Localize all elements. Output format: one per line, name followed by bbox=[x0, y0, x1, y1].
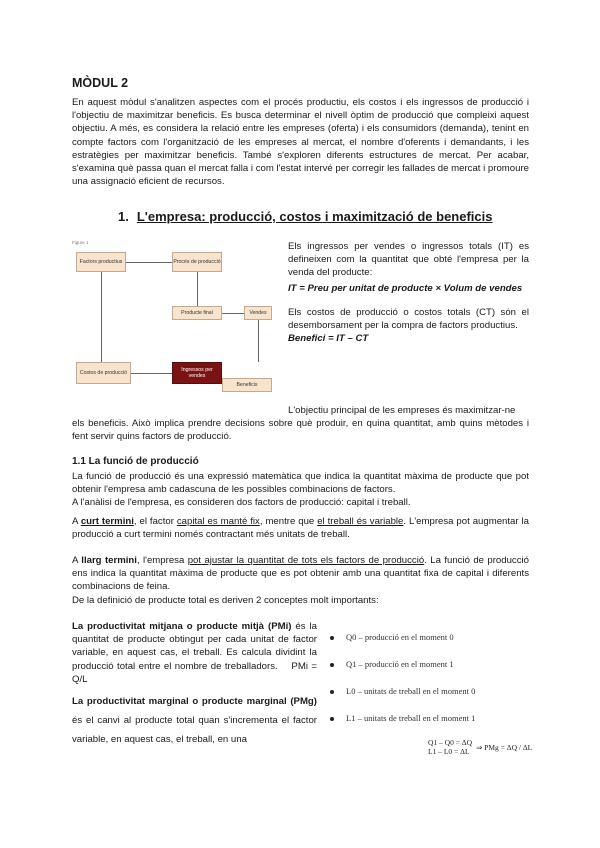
capital-fixed: capital es manté fix bbox=[176, 515, 260, 527]
box-beneficis: Beneficis bbox=[222, 378, 272, 392]
marginal-formula bbox=[428, 738, 538, 756]
income-formula bbox=[288, 282, 529, 295]
box-costos: Costos de producció bbox=[76, 362, 131, 384]
production-function-definition: La funció de producció és una expressió matemàtica que indica la quantitat màxima de producte que pot obtenir l'empresa amb cadascuna de les possibles combinacions de factors. bbox=[72, 471, 529, 496]
short-c: , mentre que bbox=[259, 515, 318, 527]
bullet-icon bbox=[330, 636, 334, 640]
average-productivity bbox=[72, 620, 317, 686]
income-definition: Els ingressos per vendes o ingressos totals (IT) es defineixen com la quantitat que obté l'empresa per la venda del producte: bbox=[288, 241, 529, 279]
long-term-paragraph bbox=[72, 554, 529, 594]
long-c: . La funció de producció ens indica la quantitat màxima de producte que es pot obtenir amb una quantitat fixa de capital i diferents combinacions de feina. bbox=[72, 555, 529, 593]
module-title: MÒDUL 2 bbox=[72, 76, 129, 90]
bullet-icon bbox=[330, 663, 334, 667]
section-1-number: 1. bbox=[118, 209, 129, 224]
long-b: , l'empresa bbox=[136, 555, 188, 567]
definition-q1: Q1 – producció en el moment 1 bbox=[346, 659, 454, 669]
production-function-block bbox=[72, 470, 529, 607]
cost-definition: Els costos de producció o costos totals (CT) són el desemborsament per la compra de factors productius. bbox=[288, 306, 529, 332]
arrow-proces-producte bbox=[197, 272, 198, 306]
average-productivity-text: és la quantitat de producte obtingut per cada unitat de factor variable, en aquest cas, el treball. Es calcula dividint la producció total entre el nombre de treballadors. bbox=[72, 621, 317, 672]
bullet-icon bbox=[330, 717, 334, 721]
arrow-vendes-ingressos bbox=[258, 320, 259, 362]
arrow-factors-proces bbox=[126, 262, 172, 263]
short-b: , el factor bbox=[133, 515, 177, 527]
marginal-productivity-text: és el canvi al producte total quan s'incrementa el factor variable, en aquest cas, el treball, en una bbox=[72, 715, 317, 746]
definition-l1: L1 – unitats de treball en el moment 1 bbox=[346, 713, 476, 723]
pmg-result: ⇒ PMg = ΔQ / ΔL bbox=[476, 742, 533, 752]
arrow-costos-ingressos bbox=[131, 373, 172, 374]
short-d: . L'empresa pot augmentar la producció a curt termini només contractant més unitats de treball. bbox=[72, 515, 529, 540]
section-1-heading bbox=[118, 209, 492, 224]
arrow-producte-vendes bbox=[222, 313, 244, 314]
average-productivity-formula: PMi = Q/L bbox=[72, 660, 317, 685]
long-a: A bbox=[72, 555, 82, 567]
definition-item bbox=[330, 659, 530, 686]
definition-l0: L0 – unitats de treball en el moment 0 bbox=[346, 686, 476, 696]
definition-q0: Q0 – producció en el moment 0 bbox=[346, 632, 454, 642]
profit-formula bbox=[288, 332, 529, 345]
delta-q-formula: Q1 – Q0 = ΔQ bbox=[428, 738, 473, 747]
variable-definitions bbox=[330, 632, 530, 740]
profit-formula-text: Benefici = IT – CT bbox=[288, 333, 369, 345]
short-a: A bbox=[72, 515, 81, 527]
right-column bbox=[288, 240, 529, 345]
production-factors: A l'anàlisi de l'empresa, es consideren dos factors de producció: capital i treball. bbox=[72, 497, 411, 509]
adjust-all-factors: pot ajustar la quantitat de tots els factors de producció bbox=[187, 555, 425, 567]
box-producte: Producte final bbox=[172, 306, 222, 320]
productivity-block bbox=[72, 620, 317, 749]
average-productivity-title: La productivitat mitjana o producte mitjà (PMi) bbox=[72, 621, 292, 632]
derived-concepts: De la definició de producte total es deriven 2 conceptes molt importants: bbox=[72, 594, 379, 606]
objective-line-1: L'objectiu principal de les empreses és maximitzar-ne bbox=[288, 405, 516, 416]
box-factors: Factors productius bbox=[76, 252, 126, 272]
production-diagram bbox=[72, 240, 282, 395]
marginal-productivity bbox=[72, 692, 317, 749]
delta-l-formula: L1 – L0 = ΔL bbox=[428, 747, 470, 756]
marginal-productivity-title: La productivitat marginal o producte marginal (PMg) bbox=[72, 696, 317, 708]
box-ingressos: Ingressos per vendes bbox=[172, 362, 222, 384]
labour-variable: el treball és variable bbox=[317, 515, 404, 527]
section-1-1-heading: 1.1 La funció de producció bbox=[72, 456, 199, 467]
definition-item bbox=[330, 632, 530, 659]
box-vendes: Vendes bbox=[244, 306, 272, 320]
figure-caption: Figure 1 bbox=[72, 240, 89, 245]
definition-item bbox=[330, 686, 530, 713]
income-formula-text: IT = Preu per unitat de producte × Volum de vendes bbox=[288, 282, 523, 294]
bullet-icon bbox=[330, 690, 334, 694]
intro-paragraph: En aquest mòdul s'analitzen aspectes com el procés productiu, els costos i els ingressos de producció i l'objectiu de maximitzar beneficis. Es busca determinar el nivell òptim de producció que compleixi aquest objectiu. A més, es considera la relació entre les empreses (oferta) i els consumidors (demanda), tenint en compte factors com l'organització de les empreses al mercat, el nombre d'oferents i demandants, i les estratègies per maximitzar beneficis. També s'exploren diferents estructures de mercat. Per acabar, s'examina què passa quan el mercat falla i com l'estat intervé per corregir les fallades de mercat i promoure una assignació eficient de recursos. bbox=[72, 97, 529, 188]
objective-rest: els beneficis. Això implica prendre decisions sobre què produir, en quina quantitat, amb quins mètodes i fent servir quins factors de producció. bbox=[72, 418, 529, 443]
arrow-factors-costos bbox=[101, 272, 102, 362]
long-term-label: llarg termini bbox=[81, 555, 137, 567]
definition-item bbox=[330, 713, 530, 740]
short-term-paragraph bbox=[72, 515, 529, 541]
section-1-title: L'empresa: producció, costos i maximització de beneficis bbox=[136, 209, 493, 224]
box-proces: Procés de producció bbox=[172, 252, 222, 272]
short-term-label: curt termini bbox=[80, 515, 134, 527]
